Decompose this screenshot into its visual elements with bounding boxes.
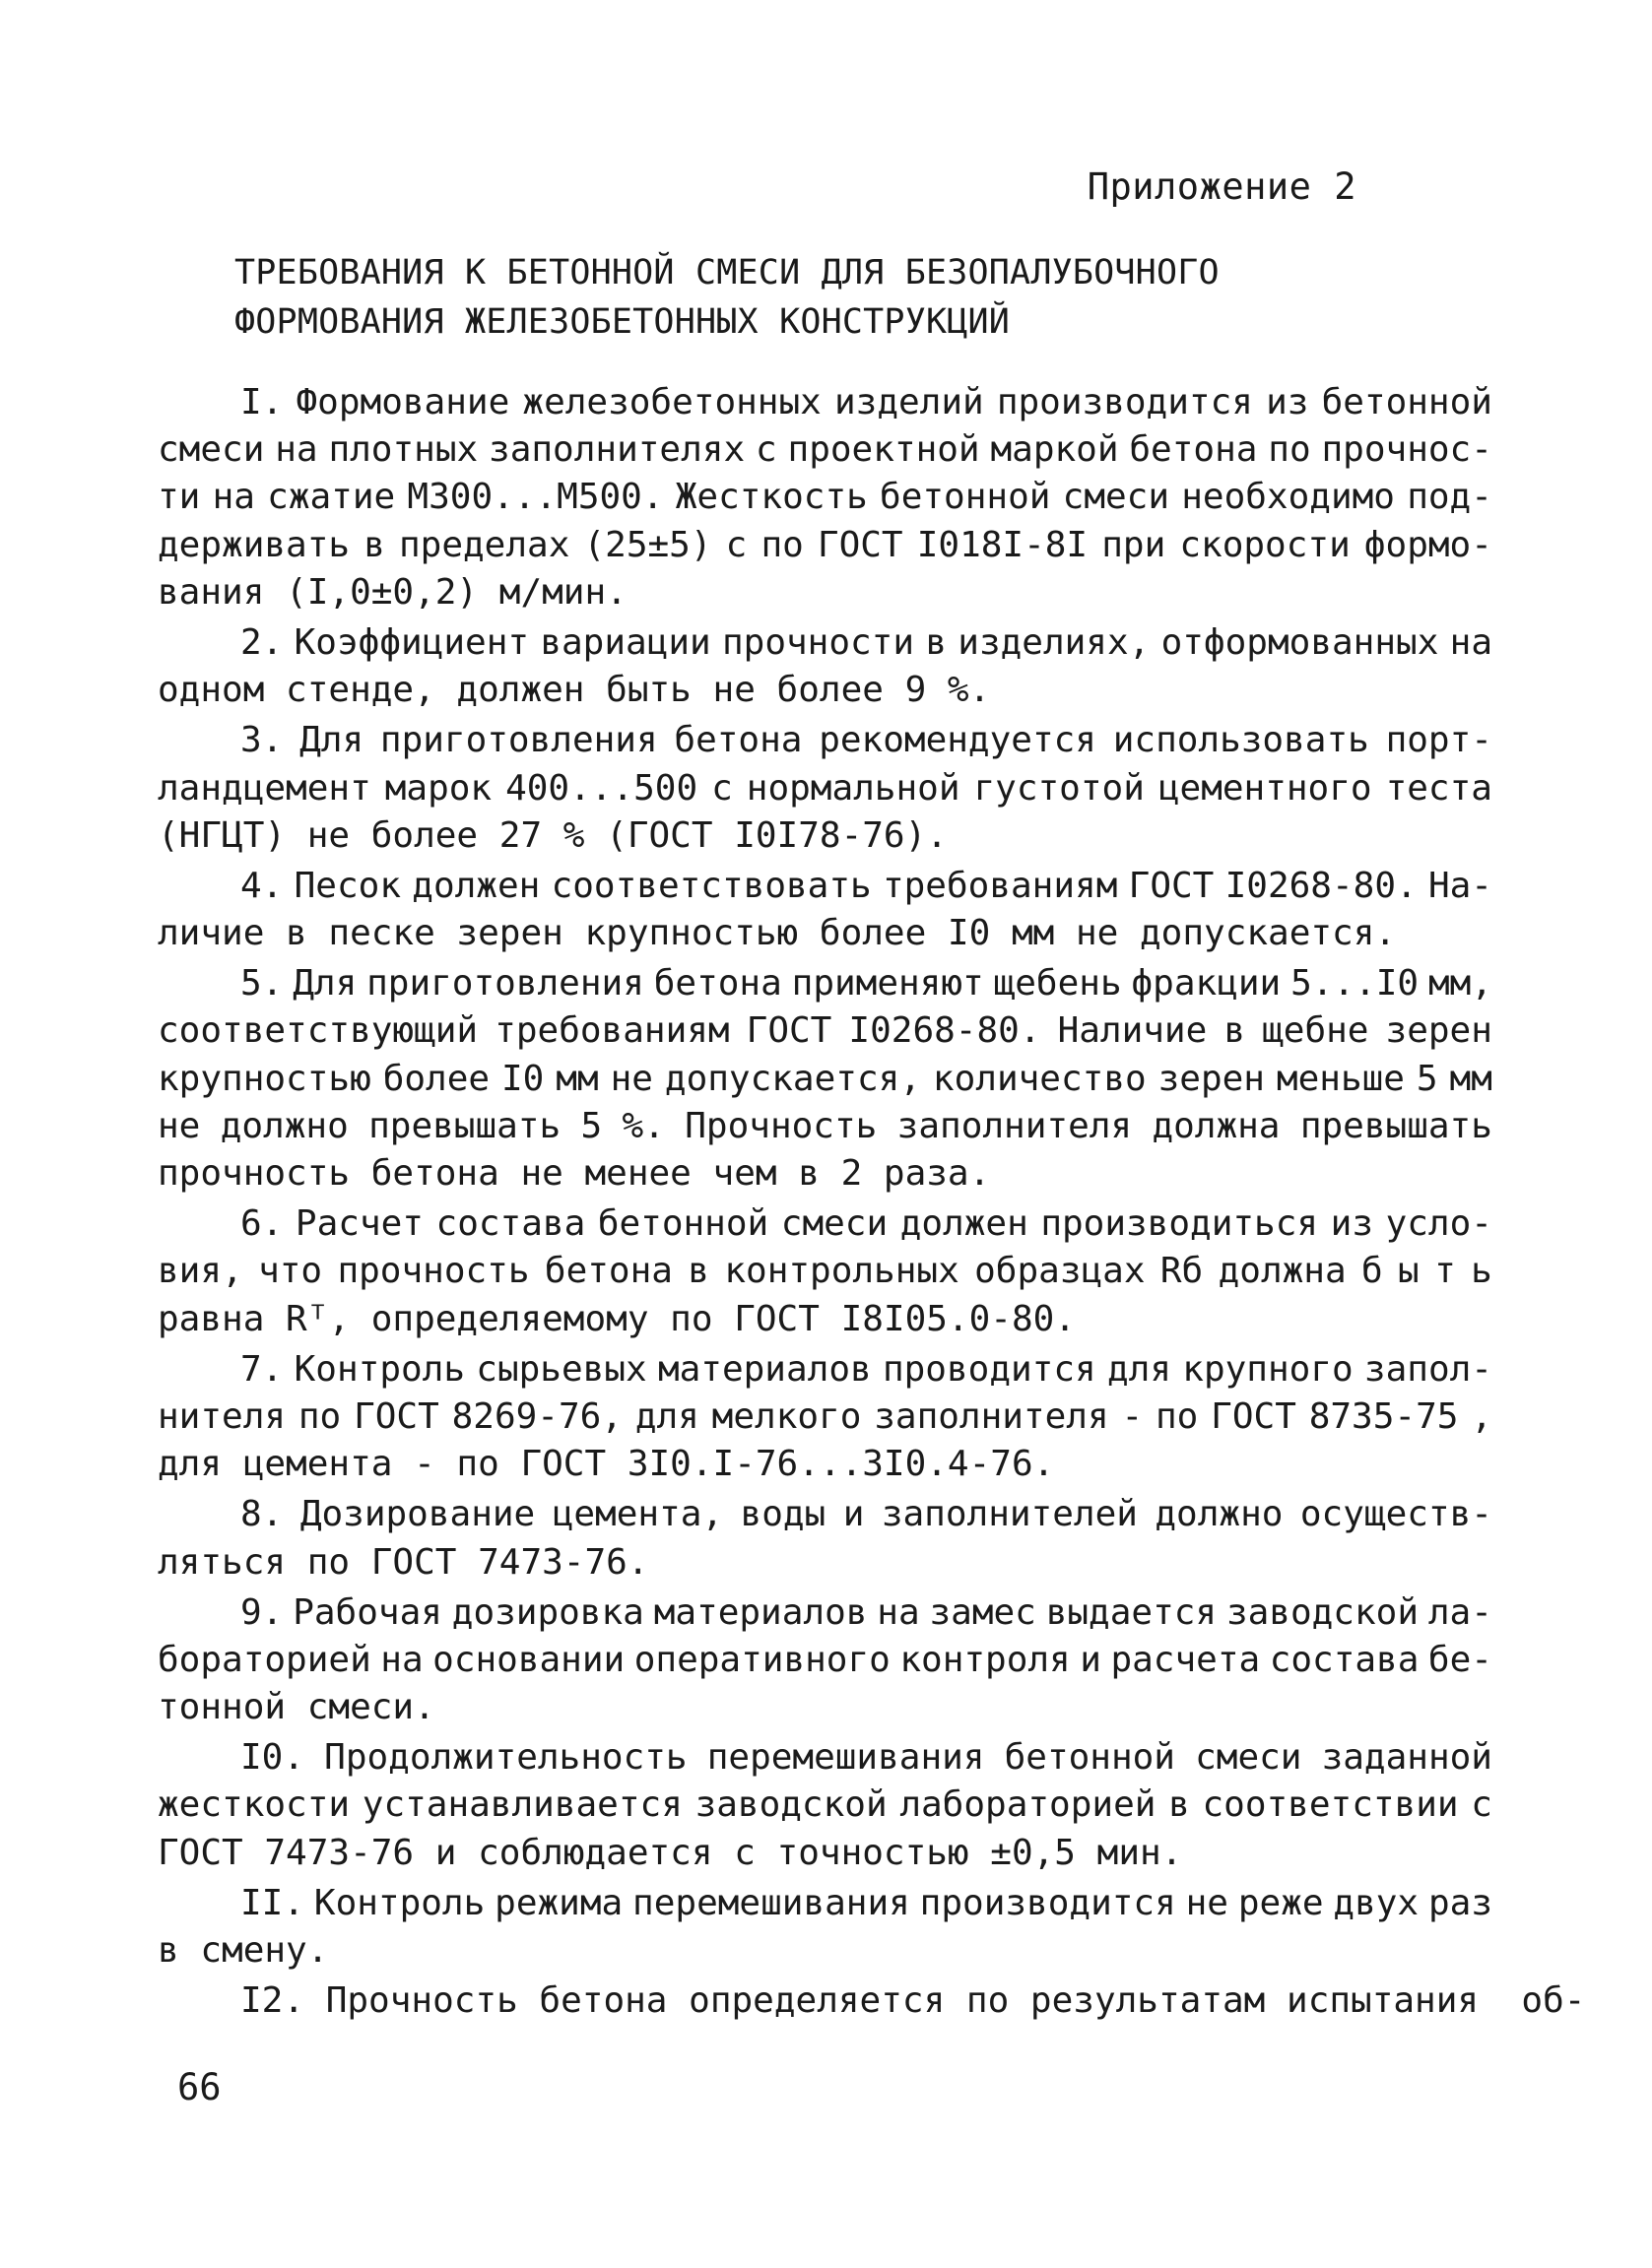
paragraph bbox=[158, 960, 1492, 1198]
paragraph-line: вания (I,0±0,2) м/мин. bbox=[158, 571, 628, 613]
paragraph-line: крупностью более I0 мм не допускается, количество зерен меньше 5 мм bbox=[158, 1058, 1492, 1099]
paragraph-line: одном стенде, должен быть не более 9 %. bbox=[158, 670, 991, 711]
paragraph-line: равна Rᵀ, определяемому по ГОСТ I8I05.0-80. bbox=[158, 1298, 1076, 1339]
paragraph bbox=[158, 1589, 1492, 1732]
paragraph-line: не должно превышать 5 %. Прочность заполнителя должна превышать bbox=[158, 1105, 1492, 1146]
paragraph-line: ландцемент марок 400...500 с нормальной густотой цементного теста bbox=[158, 767, 1492, 809]
paragraph-line: (НГЦТ) не более 27 % (ГОСТ I0I78-76). bbox=[158, 814, 948, 856]
paragraph-line: I2. Прочность бетона определяется по результатам испытания об- bbox=[240, 1980, 1586, 2022]
paragraph-line: 6. Расчет состава бетонной смеси должен производиться из усло- bbox=[240, 1203, 1492, 1245]
paragraph-line: смеси на плотных заполнителях с проектной маркой бетона по прочнос- bbox=[158, 429, 1492, 471]
document-body bbox=[158, 379, 1586, 2028]
paragraph-line: тонной смеси. bbox=[158, 1687, 435, 1728]
paragraph bbox=[158, 1200, 1492, 1343]
title-line: ФОРМОВАНИЯ ЖЕЛЕЗОБЕТОННЫХ КОНСТРУКЦИЙ bbox=[234, 302, 1011, 342]
appendix-label: Приложение 2 bbox=[1087, 165, 1356, 208]
paragraph-line: 3. Для приготовления бетона рекомендуется использовать порт- bbox=[240, 720, 1492, 761]
paragraph-line: ляться по ГОСТ 7473-76. bbox=[158, 1541, 649, 1583]
paragraph-line: прочность бетона не менее чем в 2 раза. bbox=[158, 1153, 991, 1194]
paragraph-line: держивать в пределах (25±5) с по ГОСТ I018I-8I при скорости формо- bbox=[158, 524, 1492, 565]
page-number: 66 bbox=[177, 2066, 222, 2108]
paragraph-line: вия, что прочность бетона в контрольных образцах Rб должна б ы т ь bbox=[158, 1251, 1492, 1292]
paragraph-line: I. Формование железобетонных изделий производится из бетонной bbox=[240, 382, 1492, 422]
paragraph bbox=[158, 1491, 1492, 1586]
paragraph-line: 2. Коэффициент вариации прочности в изделиях, отформованных на bbox=[240, 621, 1492, 663]
paragraph bbox=[158, 619, 1492, 714]
paragraph bbox=[158, 1977, 1586, 2025]
paragraph-line: бораторией на основании оперативного контроля и расчета состава бе- bbox=[158, 1639, 1492, 1680]
paragraph-line: нителя по ГОСТ 8269-76, для мелкого заполнителя - по ГОСТ 8735-75 , bbox=[158, 1395, 1492, 1437]
paragraph-line: личие в песке зерен крупностью более I0 мм не допускается. bbox=[158, 913, 1397, 954]
paragraph bbox=[158, 1346, 1492, 1489]
document-title bbox=[234, 248, 1220, 347]
paragraph-line: ГОСТ 7473-76 и соблюдается с точностью ±0,5 мин. bbox=[158, 1832, 1183, 1873]
paragraph-line: жесткости устанавливается заводской лабораторией в соответствии с bbox=[158, 1784, 1492, 1826]
paragraph-line: для цемента - по ГОСТ 3I0.I-76...3I0.4-76. bbox=[158, 1444, 1055, 1485]
paragraph-line: I0. Продолжительность перемешивания бетонной смеси заданной bbox=[240, 1737, 1492, 1779]
paragraph-line: ти на сжатие М300...М500. Жесткость бетонной смеси необходимо под- bbox=[158, 477, 1492, 518]
paragraph bbox=[158, 379, 1492, 616]
title-line: ТРЕБОВАНИЯ К БЕТОННОЙ СМЕСИ ДЛЯ БЕЗОПАЛУБОЧНОГО bbox=[234, 253, 1220, 292]
paragraph bbox=[158, 1734, 1492, 1877]
paragraph bbox=[158, 1880, 1492, 1975]
paragraph-line: 8. Дозирование цемента, воды и заполнителей должно осуществ- bbox=[240, 1494, 1492, 1535]
paragraph-line: 7. Контроль сырьевых материалов проводится для крупного запол- bbox=[240, 1348, 1492, 1390]
paragraph-line: 9. Рабочая дозировка материалов на замес выдается заводской ла- bbox=[240, 1591, 1492, 1633]
paragraph-line: соответствующий требованиям ГОСТ I0268-80. Наличие в щебне зерен bbox=[158, 1010, 1492, 1052]
paragraph-line: 4. Песок должен соответствовать требованиям ГОСТ I0268-80. На- bbox=[240, 865, 1492, 906]
paragraph bbox=[158, 717, 1492, 860]
paragraph-line: II. Контроль режима перемешивания производится не реже двух раз bbox=[240, 1882, 1492, 1923]
paragraph-line: в смену. bbox=[158, 1930, 329, 1971]
paragraph-line: 5. Для приготовления бетона применяют щебень фракции 5...I0 мм, bbox=[240, 963, 1492, 1004]
paragraph bbox=[158, 863, 1492, 957]
